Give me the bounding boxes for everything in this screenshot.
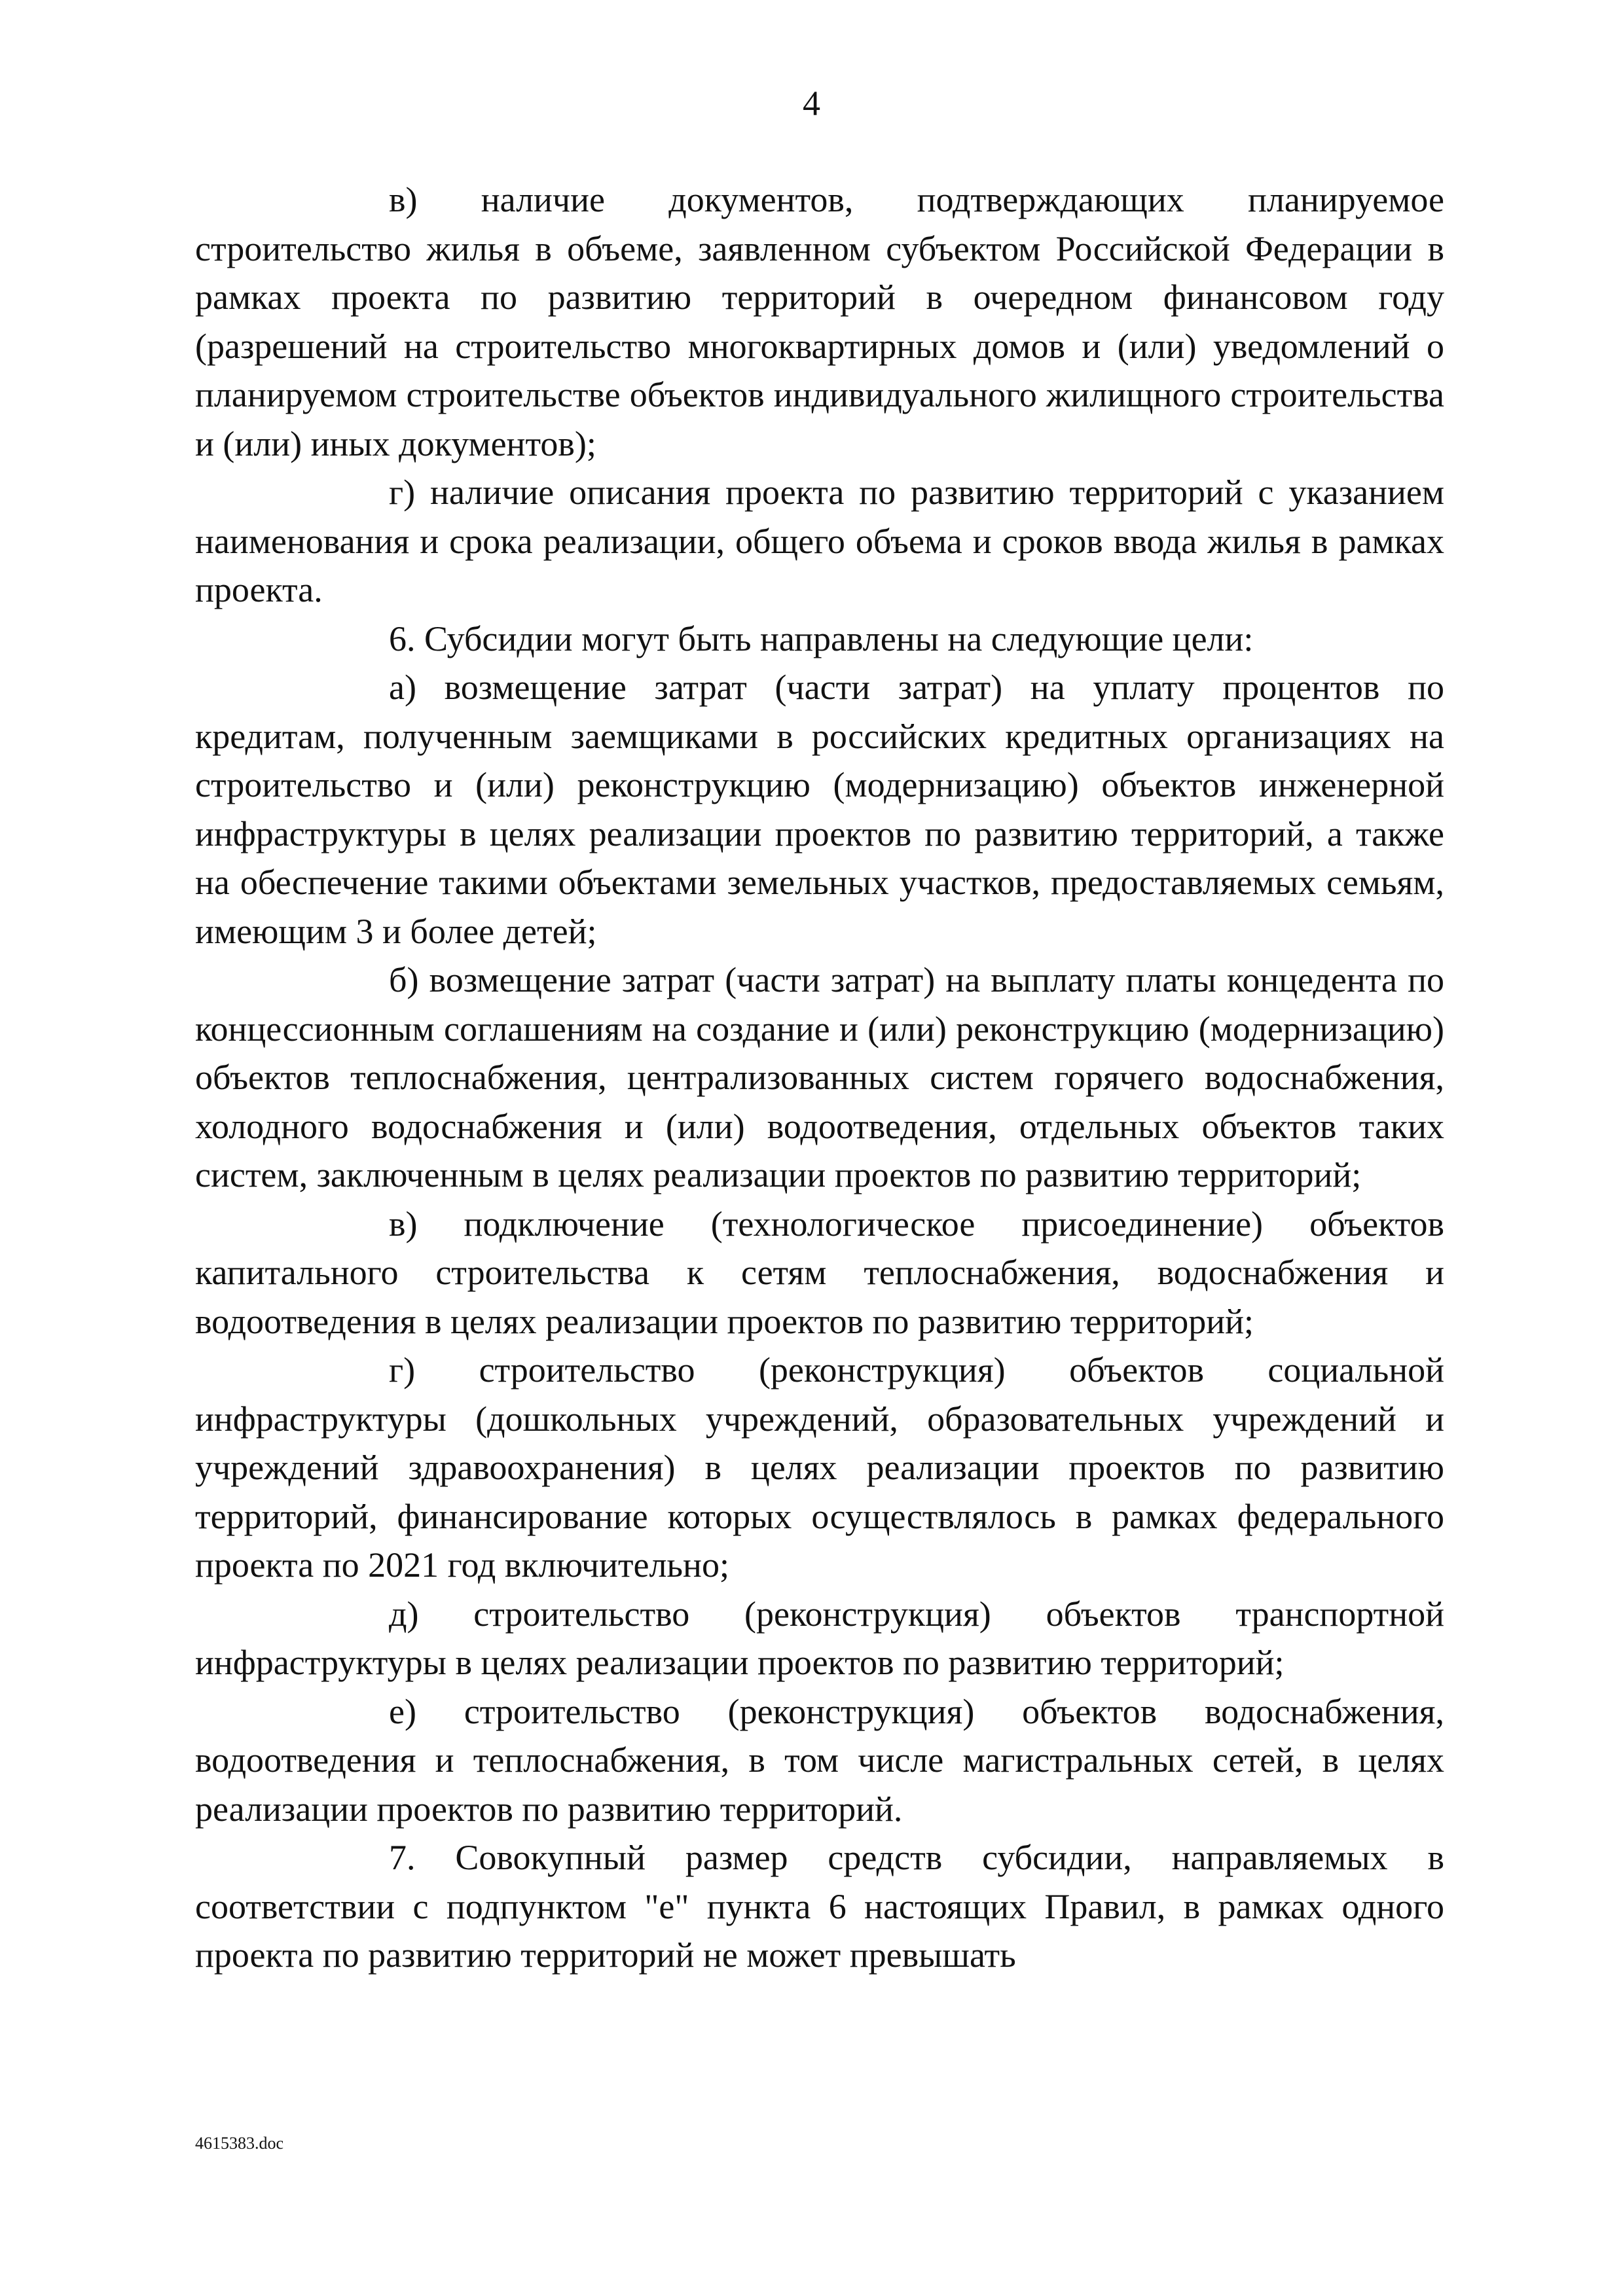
paragraph-6e [195,1687,1444,1834]
paragraph-6v [195,1200,1444,1346]
paragraph-text: Совокупный размер средств субсидии, направляемых в соответствии с подпунктом "е" пункта 6 настоящих Правил, в рамках одного проекта по развитию территорий не может превышать [195,1838,1444,1975]
paragraph-text: наличие описания проекта по развитию территорий с указанием наименования и срока реализации, общего объема и сроков ввода жилья в рамках проекта. [195,473,1445,609]
paragraph-label: а) [389,668,416,707]
paragraph-label: в) [389,1204,418,1244]
paragraph-label: 7. [389,1838,416,1877]
document-file-code: 4615383.doc [195,2134,284,2153]
paragraph-6g [195,1346,1444,1590]
paragraph-v [195,175,1444,468]
paragraph-label: г) [389,473,416,512]
paragraph-label: е) [389,1691,416,1731]
paragraph-text: строительство (реконструкция) объектов водоснабжения, водоотведения и теплоснабжения, в том числе магистральных сетей, в целях реализации проектов по развитию территорий. [195,1691,1445,1829]
paragraph-g [195,468,1444,615]
paragraph-text: наличие документов, подтверждающих планируемое строительство жилья в объеме, заявленном субъектом Российской Федерации в рамках проекта по развитию территорий в очередном финансовом году (разрешений на строительство многоквартирных домов и (или) уведомлений о планируемом строительстве объектов индивидуального жилищного строительства и (или) иных документов); [195,180,1444,463]
document-body [195,175,1444,1980]
page-number: 4 [803,84,820,123]
paragraph-6a [195,663,1444,956]
paragraph-label: 6. [389,619,416,658]
paragraph-6d [195,1590,1444,1687]
paragraph-text: строительство (реконструкция) объектов социальной инфраструктуры (дошкольных учреждений, образовательных учреждений и учреждений здравоохранения) в целях реализации проектов по развитию территорий, финансирование которых осуществлялось в рамках федерального проекта по 2021 год включительно; [195,1350,1444,1585]
paragraph-label: в) [389,180,418,219]
paragraph-text: Субсидии могут быть направлены на следующие цели: [424,619,1254,658]
paragraph-text: строительство (реконструкция) объектов транспортной инфраструктуры в целях реализации проектов по развитию территорий; [195,1594,1444,1682]
paragraph-text: возмещение затрат (части затрат) на уплату процентов по кредитам, полученным заемщиками в российских кредитных организациях на строительство и (или) реконструкцию (модернизацию) объектов инженерной инфраструктуры в целях реализации проектов по развитию территорий, а также на обеспечение такими объектами земельных участков, предоставляемых семьям, имеющим 3 и более детей; [195,668,1444,951]
paragraph-label: г) [389,1350,416,1390]
paragraph-label: б) [389,960,419,999]
paragraph-label: д) [389,1594,419,1634]
paragraph-6b [195,956,1444,1200]
paragraph-6 [195,615,1444,664]
paragraph-text: подключение (технологическое присоединение) объектов капитального строительства к сетям теплоснабжения, водоснабжения и водоотведения в целях реализации проектов по развитию территорий; [195,1204,1444,1341]
paragraph-7 [195,1833,1444,1980]
paragraph-text: возмещение затрат (части затрат) на выплату платы концедента по концессионным соглашениям на создание и (или) реконструкцию (модернизацию) объектов теплоснабжения, централизованных систем горячего водоснабжения, холодного водоснабжения и (или) водоотведения, отдельных объектов таких систем, заключенным в целях реализации проектов по развитию территорий; [195,960,1444,1194]
